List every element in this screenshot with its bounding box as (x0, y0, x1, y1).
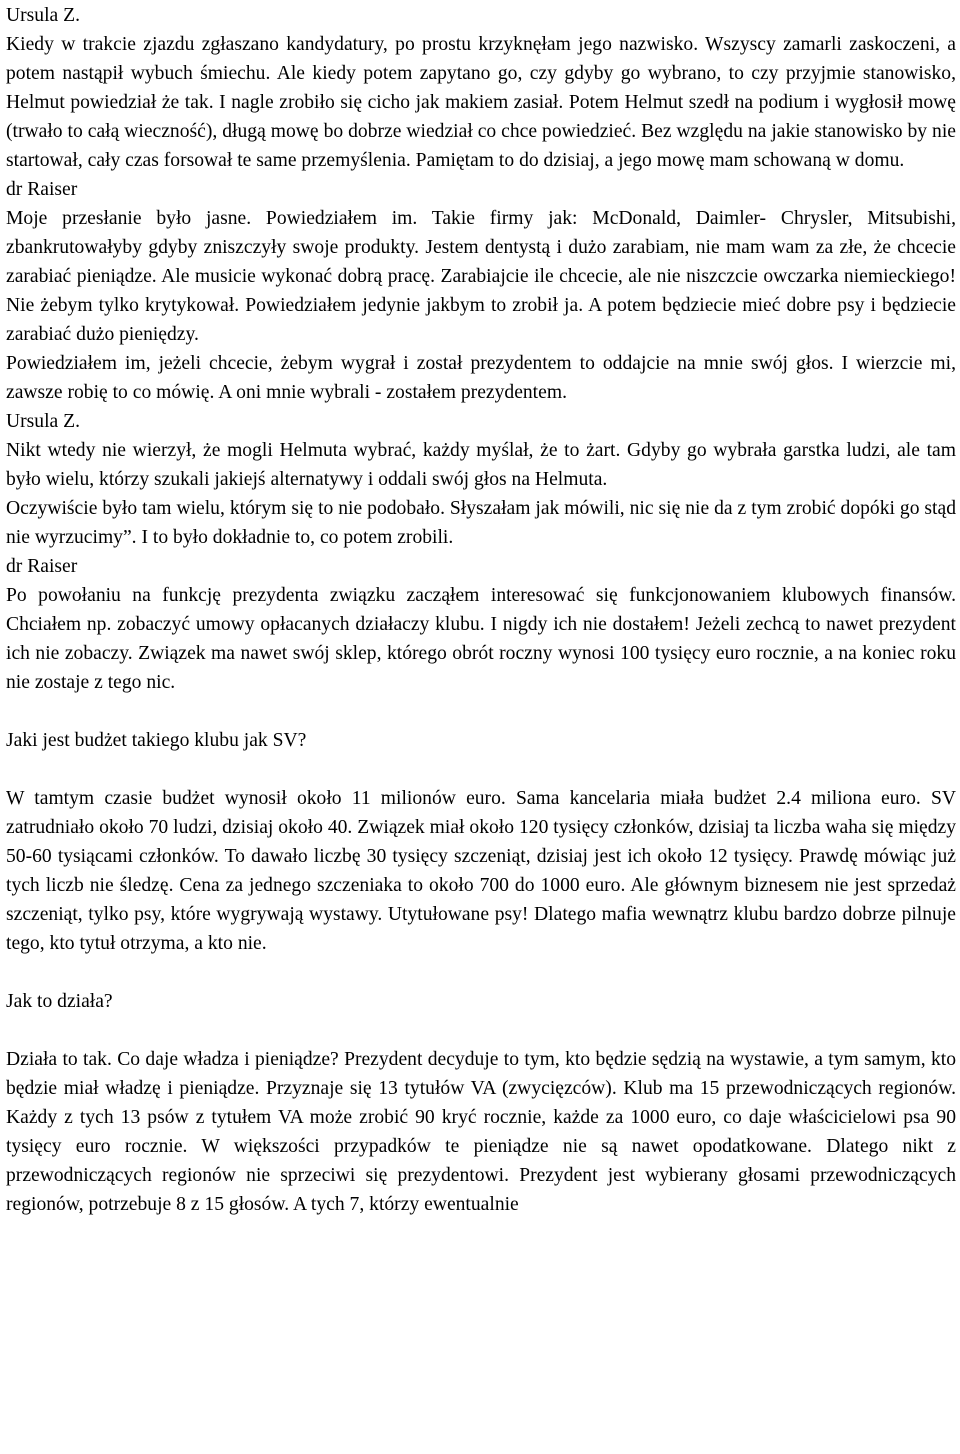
paragraph: Działa to tak. Co daje władza i pieniądze? Prezydent decyduje to tym, kto będzie sędzią na wystawie, a tym samym, kto będzie miał władzę i pieniądze. Przyznaje się 13 tytułów VA (zwycięzców). Klub ma 15 przewodniczących regionów. Każdy z tych 13 psów z tytułem VA może zrobić 90 kryć rocznie, każde za 1000 euro, co daje właścicielowi psa 90 tysięcy euro rocznie. W większości przypadków te pieniądze nie są nawet opodatkowane. Dlatego nikt z przewodniczących regionów nie sprzeciwi się prezydentowi. Prezydent jest wybierany głosami przewodniczących regionów, potrzebuje 8 z 15 głosów. A tych 7, którzy ewentualnie (6, 1049, 956, 1215)
blank-line (6, 755, 956, 784)
speaker-name: Ursula Z. (6, 5, 81, 26)
document-page (6, 1, 956, 1219)
paragraph: Powiedziałem im, jeżeli chcecie, żebym wygrał i został prezydentem to oddajcie na mnie swój głos. I wierzcie mi, zawsze robię to co mówię. A oni mnie wybrali - zostałem prezydentem. (6, 353, 956, 403)
paragraph: Oczywiście było tam wielu, którym się to nie podobało. Słyszałam jak mówili, nic się nie da z tym zrobić dopóki go stąd nie wyrzucimy”. I to było dokładnie to, co potem zrobili. (6, 498, 956, 548)
interview-question: Jak to działa? (6, 991, 113, 1012)
blank-line (6, 958, 956, 987)
speaker-name: dr Raiser (6, 179, 78, 200)
blank-line (6, 1016, 956, 1045)
interview-question: Jaki jest budżet takiego klubu jak SV? (6, 730, 307, 751)
speaker-name: Ursula Z. (6, 411, 81, 432)
speaker-name: dr Raiser (6, 556, 78, 577)
paragraph: W tamtym czasie budżet wynosił około 11 milionów euro. Sama kancelaria miała budżet 2.4 miliona euro. SV zatrudniało około 70 ludzi, dzisiaj około 40. Związek miał około 120 tysięcy członków, dzisiaj ta liczba waha się między 50-60 tysiącami członków. To dawało liczbę 30 tysięcy szczeniąt, dzisiaj jest ich około 12 tysięcy. Prawdę mówiąc już tych liczb nie śledzę. Cena za jednego szczeniaka to około 700 do 1000 euro. Ale głównym biznesem nie jest sprzedaż szczeniąt, tylko psy, które wygrywają wystawy. Utytułowane psy! Dlatego mafia wewnątrz klubu bardzo dobrze pilnuje tego, kto tytuł otrzyma, a kto nie. (6, 788, 956, 954)
paragraph: Moje przesłanie było jasne. Powiedziałem im. Takie firmy jak: McDonald, Daimler- Chrysler, Mitsubishi, zbankrutowałyby gdyby zniszczyły swoje produkty. Jestem dentystą i dużo zarabiam, nie mam wam za złe, że chcecie zarabiać pieniądze. Ale musicie wykonać dobrą pracę. Zarabiajcie ile chcecie, ale nie niszczcie owczarka niemieckiego! Nie żebym tylko krytykował. Powiedziałem jedynie jakbym to zrobił ja. A potem będziecie mieć dobre psy i będziecie zarabiać dużo pieniędzy. (6, 208, 956, 345)
paragraph: Kiedy w trakcie zjazdu zgłaszano kandydatury, po prostu krzyknęłam jego nazwisko. Wszyscy zamarli zaskoczeni, a potem nastąpił wybuch śmiechu. Ale kiedy potem zapytano go, czy gdyby go wybrano, to czy przyjmie stanowisko, Helmut powiedział że tak. I nagle zrobiło się cicho jak makiem zasiał. Potem Helmut szedł na podium i wygłosił mowę (trwało to całą wieczność), długą mowę bo dobrze wiedział co chce powiedzieć. Bez względu na jakie stanowisko by nie startował, cały czas forsował te same przemyślenia. Pamiętam to do dzisiaj, a jego mowę mam schowaną w domu. (6, 34, 956, 171)
blank-line (6, 697, 956, 726)
paragraph: Nikt wtedy nie wierzył, że mogli Helmuta wybrać, każdy myślał, że to żart. Gdyby go wybrała garstka ludzi, ale tam było wielu, którzy szukali jakiejś alternatywy i oddali swój głos na Helmuta. (6, 440, 956, 490)
paragraph: Po powołaniu na funkcję prezydenta związku zacząłem interesować się funkcjonowaniem klubowych finansów. Chciałem np. zobaczyć umowy opłacanych działaczy klubu. I nigdy ich nie dostałem! Jeżeli zechcą to nawet prezydent ich nie zobaczy. Związek ma nawet swój sklep, którego obrót roczny wynosi 100 tysięcy euro rocznie, a na koniec roku nie zostaje z tego nic. (6, 585, 956, 693)
